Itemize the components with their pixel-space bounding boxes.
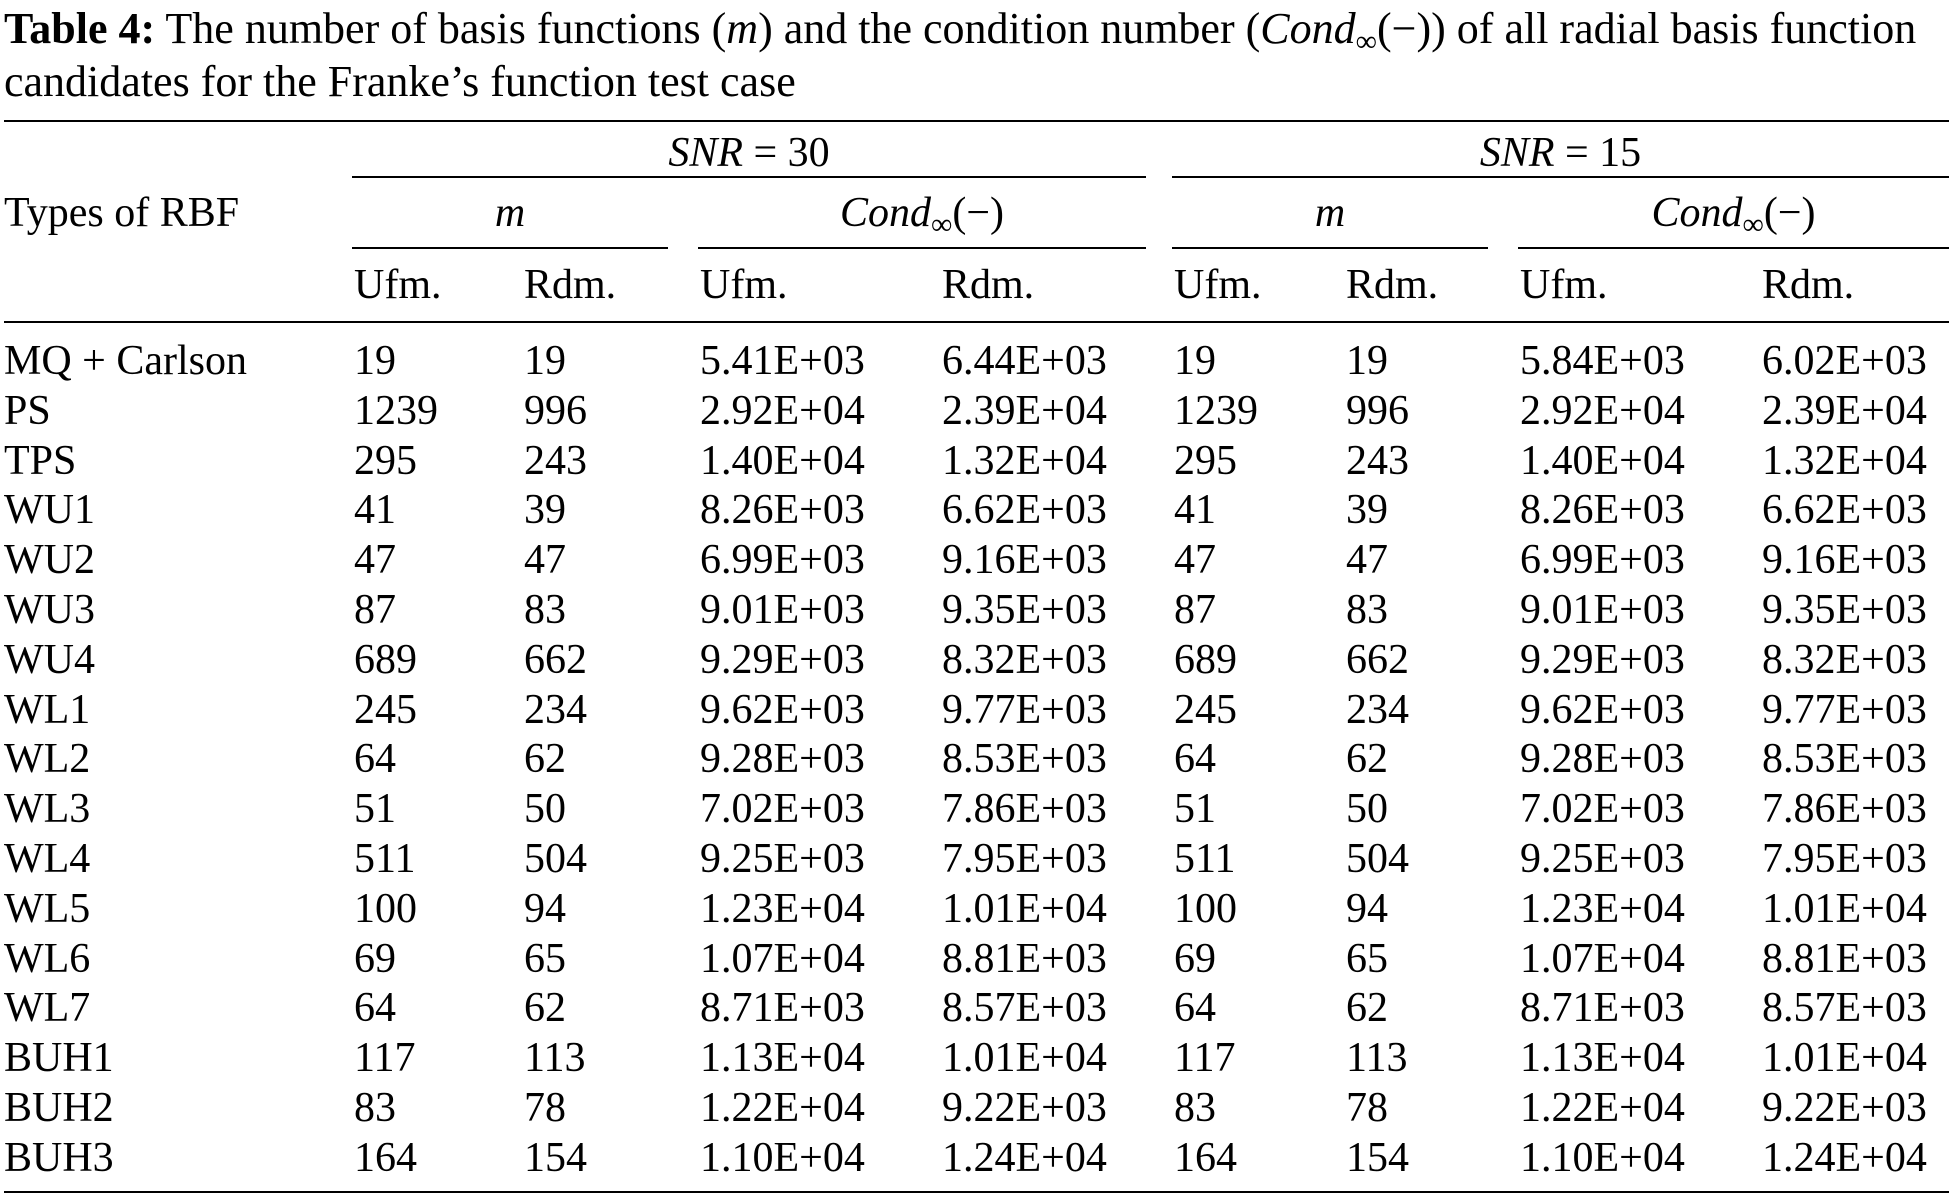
table-cell: 47 bbox=[524, 537, 566, 584]
snr30-m-underline bbox=[352, 247, 668, 249]
table-cell: 65 bbox=[1346, 935, 1388, 982]
table-cell: 1.07E+04 bbox=[700, 935, 865, 982]
table-cell: 8.57E+03 bbox=[942, 985, 1107, 1032]
rbf-type-name: WL6 bbox=[4, 935, 91, 982]
table-cell: 8.26E+03 bbox=[1520, 487, 1685, 534]
rbf-type-name: WU1 bbox=[4, 487, 95, 534]
snr15-var: SNR bbox=[1479, 130, 1555, 176]
table-cell: 511 bbox=[1174, 836, 1236, 882]
table-cell: 50 bbox=[1346, 786, 1388, 833]
table-cell: 19 bbox=[524, 338, 566, 384]
table-cell: 8.81E+03 bbox=[942, 935, 1107, 982]
table-cell: 87 bbox=[354, 587, 396, 633]
table-cell: 9.22E+03 bbox=[1762, 1085, 1927, 1131]
table-cell: 47 bbox=[354, 537, 396, 584]
caption-text-before: The number of basis functions ( bbox=[165, 4, 727, 53]
table-cell: 1.22E+04 bbox=[1520, 1085, 1685, 1131]
table-cell: 1239 bbox=[354, 387, 438, 434]
rbf-type-name: WU2 bbox=[4, 537, 95, 584]
rbf-type-name: WL7 bbox=[4, 985, 91, 1032]
snr15-cond-underline bbox=[1518, 247, 1949, 249]
caption-cond-arg: (−) bbox=[1377, 4, 1432, 53]
table-cell: 1.01E+04 bbox=[942, 885, 1107, 932]
table-cell: 83 bbox=[1174, 1085, 1216, 1131]
rbf-type-name: WL2 bbox=[4, 736, 91, 783]
table-cell: 94 bbox=[1346, 885, 1388, 932]
column-label: Rdm. bbox=[1346, 262, 1439, 308]
table-cell: 64 bbox=[354, 736, 396, 783]
caption-cond-symbol: Cond bbox=[1260, 4, 1356, 53]
table-cell: 1.13E+04 bbox=[700, 1035, 865, 1082]
rbf-type-name: MQ + Carlson bbox=[4, 338, 248, 384]
table-cell: 41 bbox=[1174, 487, 1216, 534]
rbf-type-name: BUH1 bbox=[4, 1035, 114, 1082]
snr30-eq: = 30 bbox=[742, 130, 830, 176]
rbf-type-name: WU4 bbox=[4, 636, 95, 683]
caption-m-symbol: m bbox=[726, 4, 759, 53]
table-cell: 504 bbox=[1346, 836, 1409, 882]
snr15-eq: = 15 bbox=[1554, 130, 1642, 176]
table-cell: 47 bbox=[1174, 537, 1216, 584]
table-cell: 62 bbox=[524, 985, 566, 1032]
table-cell: 5.84E+03 bbox=[1520, 338, 1685, 384]
table-cell: 9.29E+03 bbox=[700, 636, 865, 683]
table-cell: 504 bbox=[524, 836, 587, 882]
group-header-snr30 bbox=[352, 128, 1146, 178]
table-top-rule bbox=[4, 120, 1949, 122]
group-header-snr15 bbox=[1172, 128, 1949, 178]
table-cell: 245 bbox=[354, 686, 417, 733]
column-label: Rdm. bbox=[524, 262, 617, 308]
table-caption bbox=[4, 2, 1949, 108]
table-cell: 154 bbox=[1346, 1134, 1409, 1181]
rbf-type-name: BUH3 bbox=[4, 1134, 114, 1181]
caption-text-middle: ) and the condition number ( bbox=[758, 4, 1261, 53]
table-cell: 1.40E+04 bbox=[700, 437, 865, 484]
snr30-cond-underline bbox=[698, 247, 1146, 249]
table-cell: 39 bbox=[524, 487, 566, 534]
table-cell: 8.57E+03 bbox=[1762, 985, 1927, 1032]
table-cell: 51 bbox=[354, 786, 396, 833]
table-cell: 9.28E+03 bbox=[1520, 736, 1685, 783]
table-cell: 9.25E+03 bbox=[1520, 836, 1685, 882]
table-cell: 2.92E+04 bbox=[700, 387, 865, 434]
table-cell: 7.02E+03 bbox=[700, 786, 865, 833]
table-cell: 62 bbox=[1346, 985, 1388, 1032]
table-cell: 154 bbox=[524, 1134, 587, 1181]
table-cell: 7.86E+03 bbox=[942, 786, 1107, 833]
table-cell: 9.22E+03 bbox=[942, 1085, 1107, 1131]
subheader-snr30-m: m bbox=[494, 190, 526, 236]
table-cell: 1.32E+04 bbox=[1762, 437, 1927, 484]
table-cell: 1.40E+04 bbox=[1520, 437, 1685, 484]
column-label: Ufm. bbox=[700, 262, 788, 308]
table-cell: 689 bbox=[354, 636, 417, 683]
header-bottom-rule bbox=[4, 321, 1949, 323]
table-cell: 234 bbox=[524, 686, 587, 733]
rbf-type-name: WU3 bbox=[4, 587, 95, 633]
table-cell: 47 bbox=[1346, 537, 1388, 584]
table-cell: 8.26E+03 bbox=[700, 487, 865, 534]
table-cell: 295 bbox=[1174, 437, 1237, 484]
table-bottom-rule bbox=[4, 1191, 1949, 1193]
table-cell: 1.22E+04 bbox=[700, 1085, 865, 1131]
table-cell: 6.44E+03 bbox=[942, 338, 1107, 384]
table-cell: 117 bbox=[1174, 1035, 1236, 1082]
table-cell: 996 bbox=[524, 387, 587, 434]
table-cell: 9.77E+03 bbox=[1762, 686, 1927, 733]
table-cell: 511 bbox=[354, 836, 416, 882]
table-cell: 245 bbox=[1174, 686, 1237, 733]
rbf-type-name: WL5 bbox=[4, 885, 91, 932]
table-cell: 164 bbox=[1174, 1134, 1237, 1181]
subheader-snr15-m: m bbox=[1314, 190, 1346, 236]
table-cell: 69 bbox=[354, 935, 396, 982]
table-cell: 9.77E+03 bbox=[942, 686, 1107, 733]
table-cell: 243 bbox=[1346, 437, 1409, 484]
table-cell: 2.39E+04 bbox=[1762, 387, 1927, 434]
table-cell: 689 bbox=[1174, 636, 1237, 683]
table-cell: 117 bbox=[354, 1035, 416, 1082]
table-cell: 69 bbox=[1174, 935, 1216, 982]
table-cell: 2.92E+04 bbox=[1520, 387, 1685, 434]
table-cell: 51 bbox=[1174, 786, 1216, 833]
table-cell: 113 bbox=[524, 1035, 586, 1082]
table-cell: 78 bbox=[524, 1085, 566, 1131]
table-cell: 64 bbox=[354, 985, 396, 1032]
table-cell: 6.99E+03 bbox=[700, 537, 865, 584]
table-cell: 295 bbox=[354, 437, 417, 484]
table-cell: 7.02E+03 bbox=[1520, 786, 1685, 833]
table-cell: 39 bbox=[1346, 487, 1388, 534]
table-cell: 8.32E+03 bbox=[942, 636, 1107, 683]
table-cell: 996 bbox=[1346, 387, 1409, 434]
table-cell: 1.01E+04 bbox=[1762, 885, 1927, 932]
table-cell: 1.10E+04 bbox=[1520, 1134, 1685, 1181]
table-cell: 19 bbox=[1346, 338, 1388, 384]
caption-text-after: ) of all radial basis function candidates for the Franke’s function test case bbox=[4, 4, 1917, 106]
table-cell: 2.39E+04 bbox=[942, 387, 1107, 434]
table-cell: 1.01E+04 bbox=[942, 1035, 1107, 1082]
table-cell: 50 bbox=[524, 786, 566, 833]
table-cell: 9.01E+03 bbox=[1520, 587, 1685, 633]
table-cell: 9.01E+03 bbox=[700, 587, 865, 633]
table-cell: 662 bbox=[524, 636, 587, 683]
table-cell: 83 bbox=[1346, 587, 1388, 633]
table-cell: 65 bbox=[524, 935, 566, 982]
table-cell: 1.24E+04 bbox=[1762, 1134, 1927, 1181]
rbf-type-name: WL1 bbox=[4, 686, 91, 733]
table-cell: 8.71E+03 bbox=[700, 985, 865, 1032]
table-label: Table 4: bbox=[4, 4, 156, 53]
table-cell: 87 bbox=[1174, 587, 1216, 633]
table-cell: 9.62E+03 bbox=[700, 686, 865, 733]
table-cell: 1.01E+04 bbox=[1762, 1035, 1927, 1082]
table-cell: 62 bbox=[524, 736, 566, 783]
subheader-snr30-cond: Cond∞(−) bbox=[839, 190, 1005, 241]
table-cell: 6.62E+03 bbox=[942, 487, 1107, 534]
table-cell: 41 bbox=[354, 487, 396, 534]
table-cell: 94 bbox=[524, 885, 566, 932]
table-cell: 164 bbox=[354, 1134, 417, 1181]
table-cell: 1.32E+04 bbox=[942, 437, 1107, 484]
rbf-type-name: TPS bbox=[4, 437, 77, 484]
table-cell: 8.71E+03 bbox=[1520, 985, 1685, 1032]
table-cell: 8.32E+03 bbox=[1762, 636, 1927, 683]
rbf-type-name: PS bbox=[4, 387, 51, 434]
table-cell: 234 bbox=[1346, 686, 1409, 733]
table-cell: 7.95E+03 bbox=[1762, 836, 1927, 882]
column-label: Rdm. bbox=[942, 262, 1035, 308]
table-cell: 100 bbox=[354, 885, 417, 932]
table-cell: 62 bbox=[1346, 736, 1388, 783]
table-cell: 9.25E+03 bbox=[700, 836, 865, 882]
table-cell: 8.53E+03 bbox=[1762, 736, 1927, 783]
column-label: Ufm. bbox=[354, 262, 442, 308]
table-cell: 100 bbox=[1174, 885, 1237, 932]
table-cell: 1.24E+04 bbox=[942, 1134, 1107, 1181]
rbf-type-name: WL4 bbox=[4, 836, 91, 882]
table-cell: 1.07E+04 bbox=[1520, 935, 1685, 982]
table-cell: 9.29E+03 bbox=[1520, 636, 1685, 683]
table-cell: 7.95E+03 bbox=[942, 836, 1107, 882]
snr15-m-underline bbox=[1172, 247, 1488, 249]
table-cell: 7.86E+03 bbox=[1762, 786, 1927, 833]
table-cell: 1.13E+04 bbox=[1520, 1035, 1685, 1082]
table-cell: 83 bbox=[524, 587, 566, 633]
table-cell: 113 bbox=[1346, 1035, 1408, 1082]
table-cell: 64 bbox=[1174, 736, 1216, 783]
row-header-label: Types of RBF bbox=[4, 190, 240, 236]
table-cell: 6.02E+03 bbox=[1762, 338, 1927, 384]
subheader-snr15-cond: Cond∞(−) bbox=[1651, 190, 1816, 241]
caption-infinity-subscript: ∞ bbox=[1355, 25, 1378, 58]
table-cell: 83 bbox=[354, 1085, 396, 1131]
table-cell: 8.81E+03 bbox=[1762, 935, 1927, 982]
table-cell: 243 bbox=[524, 437, 587, 484]
table-cell: 8.53E+03 bbox=[942, 736, 1107, 783]
column-label: Rdm. bbox=[1762, 262, 1855, 308]
column-label: Ufm. bbox=[1174, 262, 1262, 308]
table-cell: 78 bbox=[1346, 1085, 1388, 1131]
snr30-var: SNR bbox=[668, 130, 743, 176]
table-cell: 662 bbox=[1346, 636, 1409, 683]
table-cell: 6.62E+03 bbox=[1762, 487, 1927, 534]
table-cell: 64 bbox=[1174, 985, 1216, 1032]
table-cell: 9.35E+03 bbox=[942, 587, 1107, 633]
table-cell: 1.23E+04 bbox=[700, 885, 865, 932]
table-cell: 5.41E+03 bbox=[700, 338, 865, 384]
table-cell: 9.28E+03 bbox=[700, 736, 865, 783]
table-cell: 9.35E+03 bbox=[1762, 587, 1927, 633]
table-cell: 1.10E+04 bbox=[700, 1134, 865, 1181]
rbf-type-name: WL3 bbox=[4, 786, 91, 833]
table-cell: 9.62E+03 bbox=[1520, 686, 1685, 733]
table-cell: 9.16E+03 bbox=[1762, 537, 1927, 584]
table-cell: 1239 bbox=[1174, 387, 1258, 434]
table-cell: 6.99E+03 bbox=[1520, 537, 1685, 584]
rbf-type-name: BUH2 bbox=[4, 1085, 114, 1131]
table-cell: 1.23E+04 bbox=[1520, 885, 1685, 932]
table-cell: 19 bbox=[354, 338, 396, 384]
column-label: Ufm. bbox=[1520, 262, 1608, 308]
table-cell: 19 bbox=[1174, 338, 1216, 384]
table-cell: 9.16E+03 bbox=[942, 537, 1107, 584]
